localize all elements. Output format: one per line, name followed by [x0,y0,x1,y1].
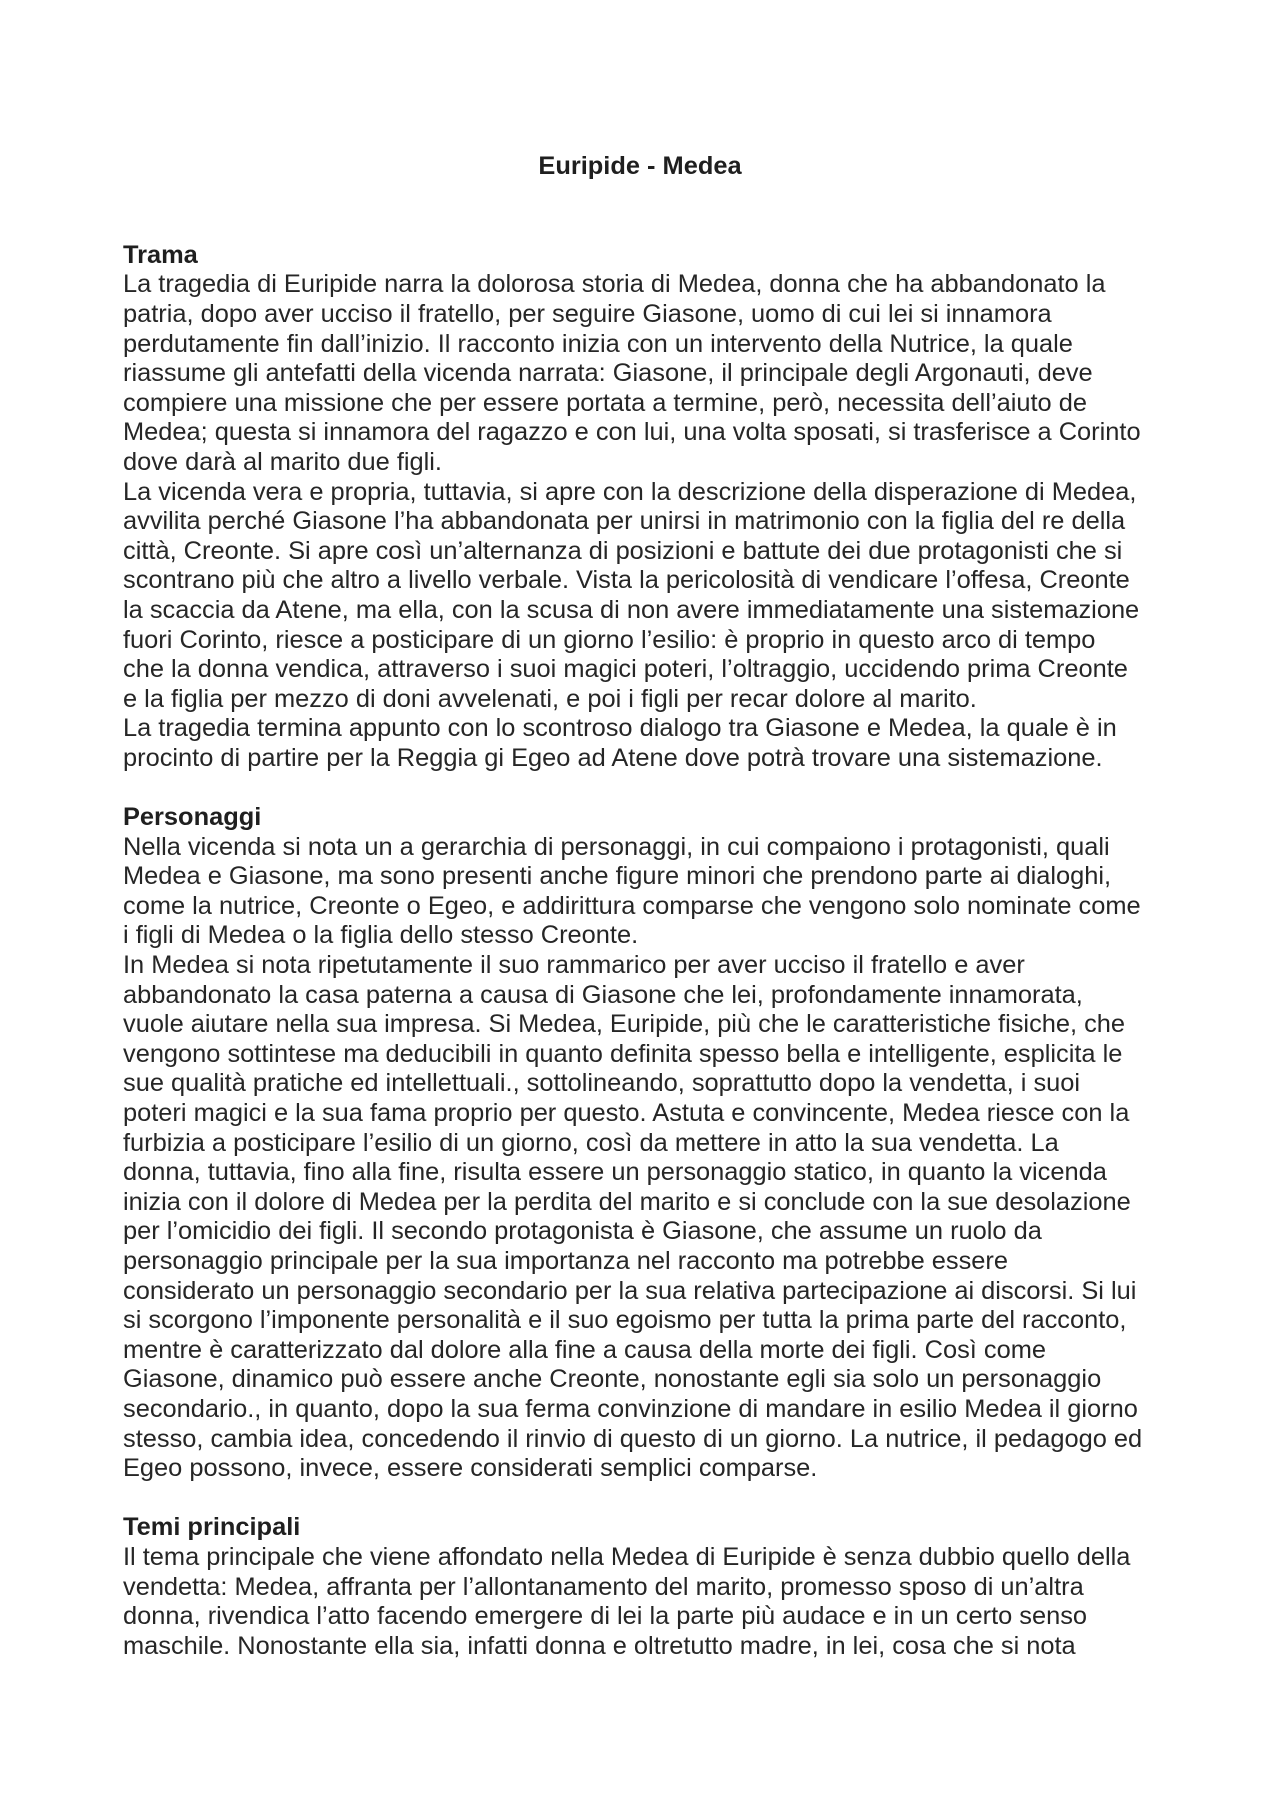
text-line: inizia con il dolore di Medea per la perdita del marito e si conclude con la sue desolazione [123,1187,1131,1216]
text-line: sue qualità pratiche ed intellettuali., sottolineando, soprattutto dopo la vendetta, i suoi [123,1069,1081,1098]
section-heading: Personaggi [123,803,262,832]
text-line: per l’omicidio dei figli. Il secondo protagonista è Giasone, che assume un ruolo da [123,1217,1042,1246]
text-line: avvilita perché Giasone l’ha abbandonata per unirsi in matrimonio con la figlia del re della [123,507,1126,536]
section-trama [123,241,1157,774]
text-line: donna, tuttavia, fino alla fine, risulta essere un personaggio statico, in quanto la vicenda [123,1158,1107,1187]
text-line: e la figlia per mezzo di doni avvelenati, e poi i figli per recar dolore al marito. [123,684,977,713]
document-title: Euripide - Medea [538,152,742,180]
text-line: la scaccia da Atene, ma ella, con la scusa di non avere immediatamente una sistemazione [123,595,1140,624]
text-line: furbizia a posticipare l’esilio di un giorno, così da mettere in atto la sua vendetta. La [123,1128,1059,1157]
text-line: secondario., in quanto, dopo la sua ferma convinzione di mandare in esilio Medea il giorno [123,1394,1138,1423]
text-line: riassume gli antefatti della vicenda narrata: Giasone, il principale degli Argonauti, deve [123,359,1093,388]
document-body [123,152,1157,1661]
section-temi-principali [123,1513,1157,1661]
text-line: Giasone, dinamico può essere anche Creonte, nonostante egli sia solo un personaggio [123,1365,1102,1394]
text-line: mentre è caratterizzato dal dolore alla fine a causa della morte dei figli. Così come [123,1335,1046,1364]
section-heading: Temi principali [123,1513,301,1542]
text-line: Medea; questa si innamora del ragazzo e con lui, una volta sposati, si trasferisce a Corinto [123,418,1141,447]
text-line: scontrano più che altro a livello verbale. Vista la pericolosità di vendicare l’offesa, Creonte [123,566,1130,595]
text-line: Egeo possono, invece, essere considerati semplici comparse. [123,1454,818,1483]
text-line: Il tema principale che viene affondato nella Medea di Euripide è senza dubbio quello della [123,1542,1131,1571]
text-line: considerato un personaggio secondario per la sua relativa partecipazione ai discorsi. Si lui [123,1276,1137,1305]
text-line: dove darà al marito due figli. [123,447,442,476]
text-line: patria, dopo aver ucciso il fratello, per seguire Giasone, uomo di cui lei si innamora [123,299,1052,328]
section-heading: Trama [123,240,198,269]
text-line: La vicenda vera e propria, tuttavia, si apre con la descrizione della disperazione di Medea, [123,477,1137,506]
text-line: vendetta: Medea, affranta per l’allontanamento del marito, promesso sposo di un’altra [123,1572,1084,1601]
text-line: Nella vicenda si nota un a gerarchia di personaggi, in cui compaiono i protagonisti, quali [123,832,1110,861]
text-line: vengono sottintese ma deducibili in quanto definita spesso bella e intelligente, esplicita le [123,1039,1123,1068]
text-line: compiere una missione che per essere portata a termine, però, necessita dell’aiuto de [123,388,1087,417]
text-line: poteri magici e la sua fama proprio per questo. Astuta e convincente, Medea riesce con la [123,1099,1130,1127]
text-line: In Medea si nota ripetutamente il suo rammarico per aver ucciso il fratello e aver [123,951,1025,980]
text-line: La tragedia termina appunto con lo scontroso dialogo tra Giasone e Medea, la quale è in [123,714,1117,743]
text-line: si scorgono l’imponente personalità e il suo egoismo per tutta la prima parte del racconto, [123,1306,1127,1335]
text-line: città, Creonte. Si apre così un’alternanza di posizioni e battute dei due protagonisti che si [123,536,1123,565]
text-line: procinto di partire per la Reggia gi Egeo ad Atene dove potrà trovare una sistemazione. [123,743,1103,772]
text-line: fuori Corinto, riesce a posticipare di un giorno l’esilio: è proprio in questo arco di tempo [123,625,1096,654]
text-line: abbandonato la casa paterna a causa di Giasone che lei, profondamente innamorata, [123,980,1083,1009]
text-line: come la nutrice, Creonte o Egeo, e addirittura comparse che vengono solo nominate come [123,891,1141,920]
text-line: personaggio principale per la sua importanza nel racconto ma potrebbe essere [123,1246,1008,1275]
text-line: La tragedia di Euripide narra la dolorosa storia di Medea, donna che ha abbandonato la [123,270,1106,299]
text-line: maschile. Nonostante ella sia, infatti donna e oltretutto madre, in lei, cosa che si nota [123,1631,1076,1660]
text-line: perdutamente fin dall’inizio. Il racconto inizia con un intervento della Nutrice, la quale [123,329,1073,358]
section-personaggi [123,803,1157,1484]
text-line: che la donna vendica, attraverso i suoi magici poteri, l’oltraggio, uccidendo prima Creonte [123,655,1128,684]
text-line: Medea e Giasone, ma sono presenti anche figure minori che prendono parte ai dialoghi, [123,862,1112,891]
text-line: donna, rivendica l’atto facendo emergere di lei la parte più audace e in un certo senso [123,1602,1088,1631]
text-line: stesso, cambia idea, concedendo il rinvio di questo di un giorno. La nutrice, il pedagogo ed [123,1424,1143,1453]
text-line: i figli di Medea o la figlia dello stesso Creonte. [123,921,639,950]
text-line: vuole aiutare nella sua impresa. Si Medea, Euripide, più che le caratteristiche fisiche, che [123,1010,1126,1039]
